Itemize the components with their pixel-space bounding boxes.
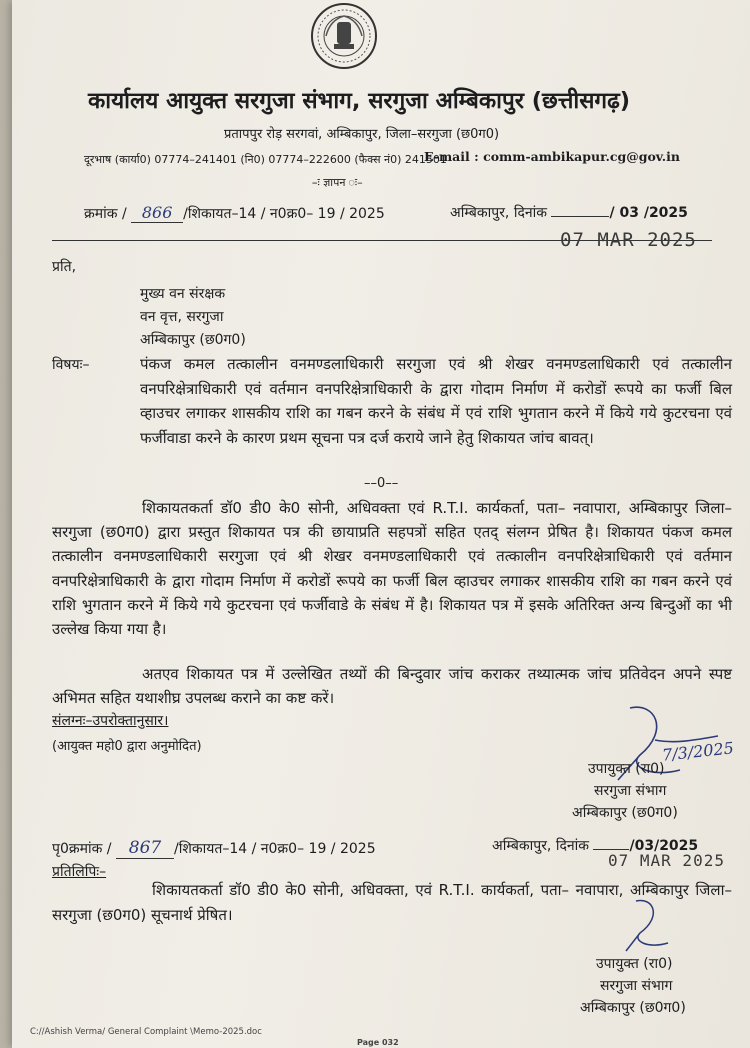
endorsement-date-stamp: 07 MAR 2025 bbox=[608, 851, 725, 870]
enclosure-note: संलग्नः–उपरोक्तानुसार। bbox=[52, 713, 169, 729]
signatory-designation: उपायुक्त (रा0) bbox=[588, 761, 665, 777]
reference-suffix: /शिकायत–14 / न0क्र0– 19 / 2025 bbox=[183, 206, 385, 222]
date-stamp: 07 MAR 2025 bbox=[560, 229, 697, 251]
reference-line bbox=[84, 203, 385, 223]
email-address: E-mail : comm-ambikapur.cg@gov.in bbox=[424, 149, 680, 164]
endorsement-suffix: /शिकायत–14 / न0क्र0– 19 / 2025 bbox=[173, 841, 376, 857]
memo-label: –ः ज्ञापन ः– bbox=[312, 176, 363, 189]
signature-1-date: 7/3/2025 bbox=[661, 738, 735, 765]
state-emblem-icon bbox=[310, 2, 378, 70]
body-paragraph-1: शिकायतकर्ता डॉ0 डी0 के0 सोनी, अधिवक्ता एवं R.T.I. कार्यकर्ता, पता– नवापारा, अम्बिकापुर जिला– सरगुजा (छ0ग0) द्वारा प्रस्तुत शिकायत पत्र की छायाप्रति सहपत्रों सहित एतद् संलग्न प्रेषित है। शिकायत पंकज कमल तत्कालीन वनमण्डलाधिकारी सरगुजा एवं श्री शेखर वनमण्डलाधिकारी एवं तत्कालीन वनपरिक्षेत्राधिकारी एवं वर्तमान वनपरिक्षेत्राधिकारी के द्वारा गोदाम निर्माण में करोडों रूपये का फर्जी बिल व्हाउचर लगाकर शासकीय राशि का गबन करने एवं राशि भुगतान करने में किये गये कुटरचना एवं फर्जीवाडे के संबंध में है। शिकायत पत्र में इसके अतिरिक्त अन्य बिन्दुओं का भी उल्लेख किया गया है। bbox=[52, 499, 732, 639]
approval-note: (आयुक्त महो0 द्वारा अनुमोदित) bbox=[52, 739, 202, 754]
endorsement-prefix: पृ0क्रमांक / bbox=[52, 841, 112, 857]
reference-number: 866 bbox=[141, 203, 173, 222]
copy-label: प्रतिलिपिः– bbox=[52, 864, 107, 880]
addressee-line: अम्बिकापुर (छ0ग0) bbox=[140, 332, 246, 348]
signature-2-icon bbox=[610, 895, 710, 955]
endorsement-place-date-label: अम्बिकापुर, दिनांक bbox=[492, 838, 590, 854]
signature-1-block bbox=[572, 758, 678, 824]
signatory-designation: उपायुक्त (रा0) bbox=[596, 956, 673, 972]
body-paragraph-2: अतएव शिकायत पत्र में उल्लेखित तथ्यों की बिन्दुवार जांच कराकर तथ्यात्मक जांच प्रतिवेदन अपने स्पष्ट अभिमत सहित यथाशीघ्र उपलब्ध कराने का कष्ट करें। bbox=[52, 665, 732, 707]
page-number: Page 032 bbox=[357, 1038, 399, 1047]
reference-date-line bbox=[450, 203, 688, 222]
signature-2-block bbox=[580, 953, 686, 1019]
addressee-line: वन वृत्त, सरगुजा bbox=[140, 309, 224, 325]
endorsement-number: 867 bbox=[128, 838, 162, 858]
to-label: प्रति, bbox=[52, 259, 77, 275]
signatory-place: अम्बिकापुर (छ0ग0) bbox=[580, 1000, 686, 1016]
subject-label: विषयः– bbox=[52, 357, 90, 373]
document-page bbox=[12, 0, 750, 1048]
file-path: C://Ashish Verma/ General Complaint \Memo-2025.doc bbox=[30, 1027, 262, 1037]
subject-separator: ––0–– bbox=[364, 476, 399, 491]
endorsement-reference-line bbox=[52, 838, 376, 859]
signatory-division: सरगुजा संभाग bbox=[600, 978, 673, 994]
reference-date: / 03 /2025 bbox=[609, 205, 688, 221]
endorsement-date: /03/2025 bbox=[629, 838, 699, 854]
place-date-label: अम्बिकापुर, दिनांक bbox=[450, 205, 548, 221]
copy-text: शिकायतकर्ता डॉ0 डी0 के0 सोनी, अधिवक्ता, एवं R.T.I. कार्यकर्ता, पता– नवापारा, अम्बिकापुर जिला– सरगुजा (छ0ग0) सूचनार्थ प्रेषित। bbox=[52, 881, 732, 924]
addressee-block bbox=[140, 283, 246, 352]
addressee-line: मुख्य वन संरक्षक bbox=[140, 286, 226, 302]
reference-prefix: क्रमांक / bbox=[84, 206, 127, 222]
office-address: प्रतापपुर रोड़ सरगवां, अम्बिकापुर, जिला–सरगुजा (छ0ग0) bbox=[224, 127, 500, 142]
signatory-division: सरगुजा संभाग bbox=[594, 783, 667, 799]
signatory-place: अम्बिकापुर (छ0ग0) bbox=[572, 805, 678, 821]
subject-text: पंकज कमल तत्कालीन वनमण्डलाधिकारी सरगुजा एवं श्री शेखर वनमण्डलाधिकारी एवं तत्कालीन वनपरिक्षेत्राधिकारी एवं वर्तमान वनपरिक्षेत्राधिकारी के द्वारा गोदाम निर्माण में करोडों रूपये का फर्जी बिल व्हाउचर लगाकर शासकीय राशि का गबन करने के संबंध में एवं राशि भुगतान करने में किये गये कुटरचना एवं फर्जीवाडा करने के कारण प्रथम सूचना पत्र दर्ज कराये जाने हेतु शिकायत जांच बावत्। bbox=[140, 355, 732, 447]
office-title: कार्यालय आयुक्त सरगुजा संभाग, सरगुजा अम्बिकापुर (छत्तीसगढ़) bbox=[88, 88, 631, 114]
phone-numbers: दूरभाष (कार्या0) 07774–241401 (नि0) 07774–222600 (फैक्स नं0) 241501 bbox=[84, 153, 447, 166]
